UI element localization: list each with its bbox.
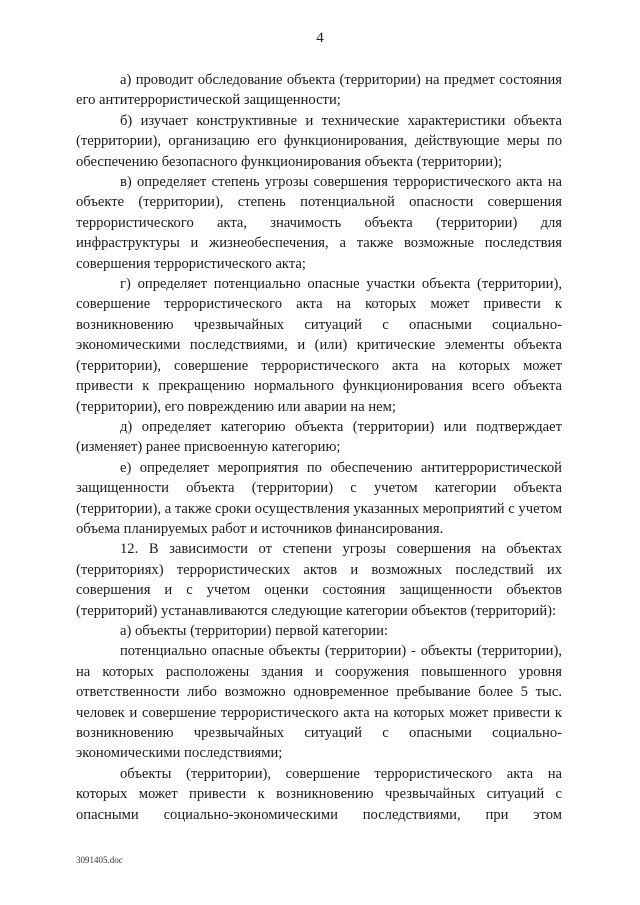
paragraph-d-category: д) определяет категорию объекта (территории) или подтверждает (изменяет) ранее присвоенную категорию; (76, 418, 562, 456)
document-footer-filename: 3091405.doc (76, 855, 123, 865)
document-body (76, 70, 562, 825)
paragraph-12-categories: 12. В зависимости от степени угрозы совершения на объектах (территориях) террористических актов и возможных последствий их совершения и с учетом оценки состояния защищенности объектов (территорий) устанавливаются следующие категории объектов (территорий): (76, 541, 562, 619)
paragraph-hazardous-objects: потенциально опасные объекты (территории) - объекты (территории), на которых расположены здания и сооружения повышенного уровня ответственности либо возможно одновременное пребывание более 5 тыс. человек и совершение террористического акта на которых может привести к возникновению чрезвычайных ситуаций с опасными социально-экономическими последствиями; (76, 643, 562, 762)
paragraph-b-characteristics: б) изучает конструктивные и технические характеристики объекта (территории), организацию его функционирования, действующие меры по обеспечению безопасного функционирования объекта (территории); (76, 112, 562, 170)
paragraph-v-threat-level: в) определяет степень угрозы совершения террористического акта на объекте (территории), степень потенциальной опасности совершения террористического акта, значимость объекта (территории) для инфраструктуры и жизнеобеспечения, а также возможные последствия совершения террористического акта; (76, 174, 562, 272)
paragraph-objects-emergency: объекты (территории), совершение террористического акта на которых может привести к возникновению чрезвычайных ситуаций с опасными социально-экономическими последствиями, при этом (76, 765, 562, 823)
page-number: 4 (316, 30, 324, 46)
paragraph-first-category: а) объекты (территории) первой категории: (120, 622, 388, 639)
paragraph-a-survey: а) проводит обследование объекта (территории) на предмет состояния его антитеррористической защищенности; (76, 72, 562, 109)
paragraph-e-measures: е) определяет мероприятия по обеспечению антитеррористической защищенности объекта (территории) с учетом категории объекта (территории), а также сроки осуществления указанных мероприятий с учетом объема планируемых работ и источников финансирования. (76, 459, 562, 537)
paragraph-g-hazardous-areas: г) определяет потенциально опасные участки объекта (территории), совершение террористического акта на которых может привести к возникновению чрезвычайных ситуаций с опасными социально-экономическими последствиями, и (или) критические элементы объекта (территории), совершение террористического акта на которых может привести к прекращению нормального функционирования всего объекта (территории), его повреждению или аварии на нем; (76, 276, 562, 415)
